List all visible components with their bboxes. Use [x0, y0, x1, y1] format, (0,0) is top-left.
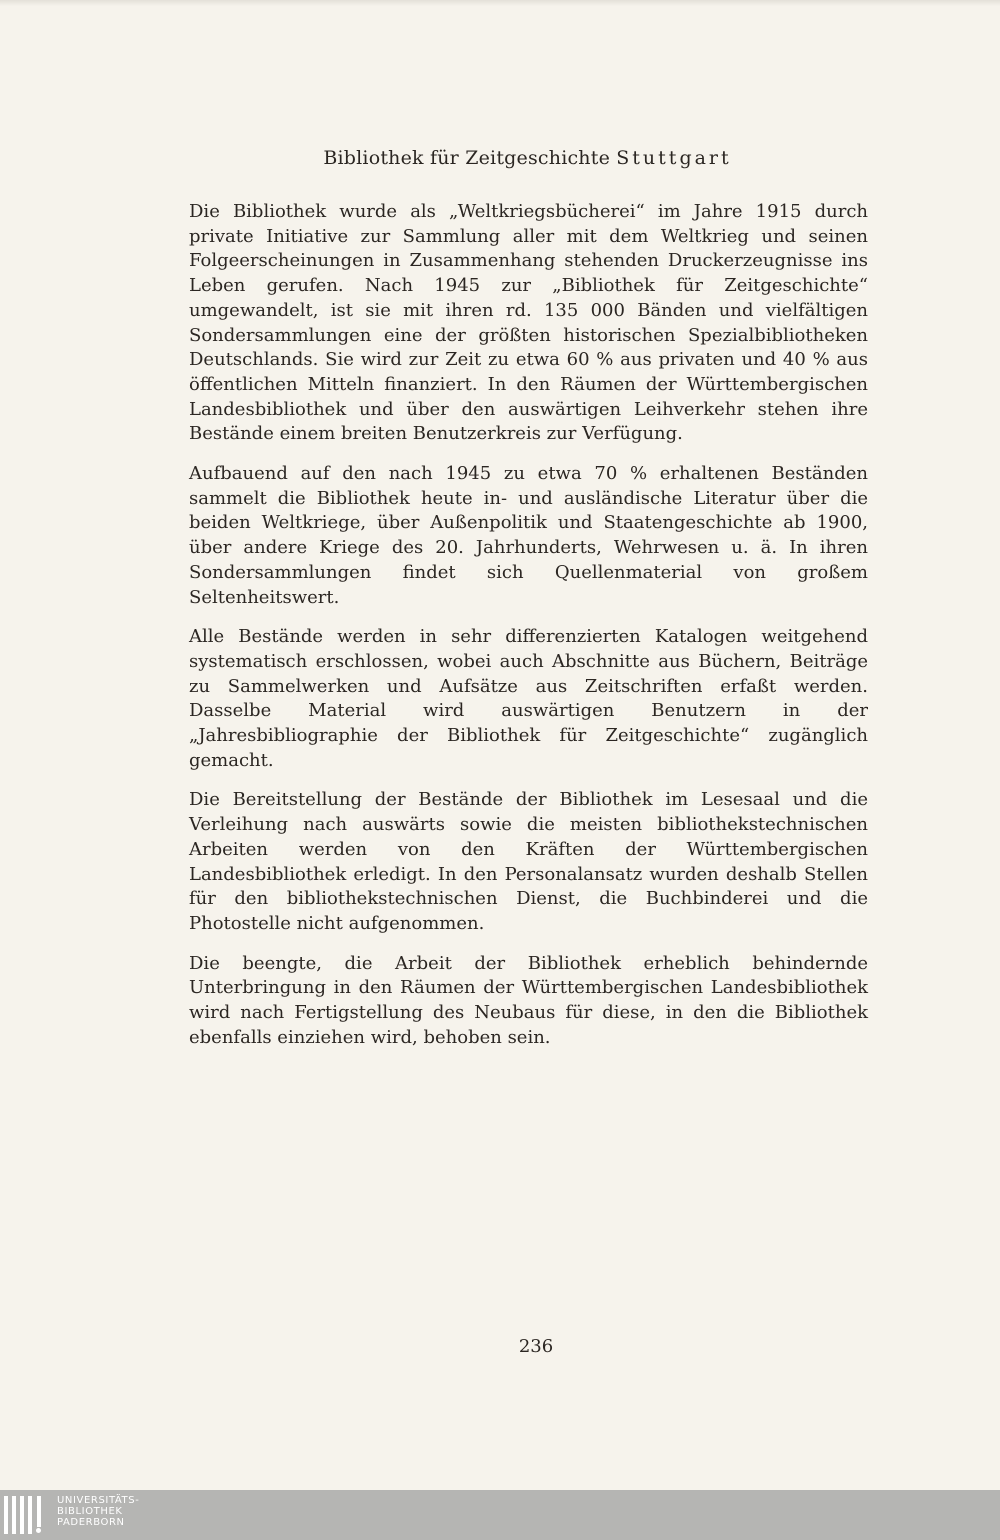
- title-text: Bibliothek für Zeitgeschichte: [323, 147, 611, 169]
- paragraph-3: Alle Bestände werden in sehr differenzierten Katalogen weitgehend systematisch erschlossen, wobei auch Abschnitte aus Büchern, Beiträge zu Sammelwerken und Aufsätze aus Zeitschriften erfaßt werden. Dasselbe Material wird auswärtigen Benutzern in der „Jahresbibliographie der Bibliothek für Zeitgeschichte“ zugänglich gemacht.: [189, 626, 868, 771]
- page-title: [0, 147, 1000, 169]
- title-city: Stuttgart: [616, 147, 732, 169]
- paragraph-4: Die Bereitstellung der Bestände der Bibliothek im Lesesaal und die Verleihung nach auswärts sowie die meisten bibliothekstechnischen Arbeiten werden von den Kräften der Württembergischen Landesbibliothek erledigt. In den Personalansatz wurden deshalb Stellen für den bibliothekstechnischen Dienst, die Buchbinderei und die Photostelle nicht aufgenommen.: [189, 789, 868, 934]
- library-logo-text: [57, 1495, 139, 1528]
- page-number: 236: [518, 1336, 554, 1357]
- logo-line-3: PADERBORN: [57, 1517, 125, 1528]
- body-text: [189, 200, 868, 1066]
- logo-dot-icon: [36, 1528, 41, 1533]
- paragraph-1: Die Bibliothek wurde als „Weltkriegsbücherei“ im Jahre 1915 durch private Initiative zur Sammlung aller mit dem Weltkrieg und seinen Folgeerscheinungen in Zusammenhang stehenden Druckerzeugnisse ins Leben gerufen. Nach 1945 zur „Bibliothek für Zeitgeschichte“ umgewandelt, ist sie mit ihren rd. 135 000 Bänden und vielfältigen Sondersammlungen eine der größten historischen Spezialbibliotheken Deutschlands. Sie wird zur Zeit zu etwa 60 % aus privaten und 40 % aus öffentlichen Mitteln finanziert. In den Räumen der Württembergischen Landesbibliothek und über den auswärtigen Leihverkehr stehen ihre Bestände einem breiten Benutzerkreis zur Verfügung.: [189, 201, 868, 445]
- paragraph-2: Aufbauend auf den nach 1945 zu etwa 70 % erhaltenen Beständen sammelt die Bibliothek heute in- und ausländische Literatur über die beiden Weltkriege, über Außenpolitik und Staatengeschichte ab 1900, über andere Kriege des 20. Jahrhunderts, Wehrwesen u. ä. In ihren Sondersammlungen findet sich Quellenmaterial von großem Seltenheitswert.: [189, 463, 868, 608]
- paragraph-5: Die beengte, die Arbeit der Bibliothek erheblich behindernde Unterbringung in den Räumen der Württembergischen Landesbibliothek wird nach Fertigstellung des Neubaus für diese, in den die Bibliothek ebenfalls einziehen wird, behoben sein.: [189, 952, 868, 1048]
- logo-line-1: UNIVERSITÄTS-: [57, 1495, 140, 1506]
- library-logo-icon: [4, 1496, 52, 1534]
- page-edge: [0, 0, 1000, 6]
- logo-line-2: BIBLIOTHEK: [57, 1506, 123, 1517]
- library-footer: [0, 1490, 1000, 1540]
